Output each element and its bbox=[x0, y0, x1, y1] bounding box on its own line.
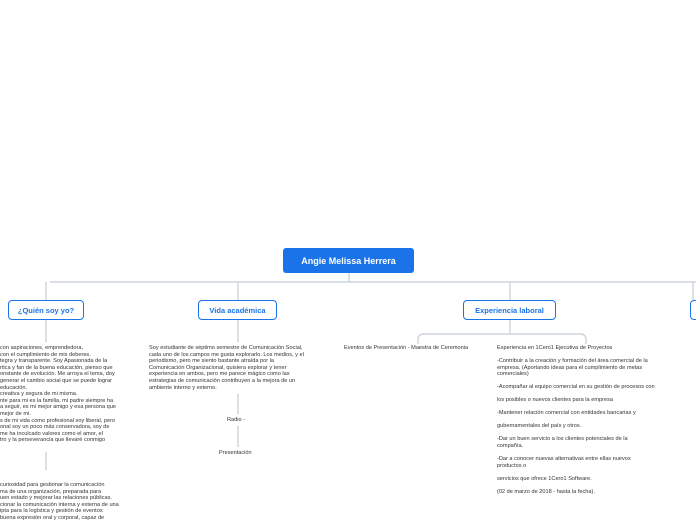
who-intro-text: con aspiraciones, emprendedora, con el cumplimiento de mis deberes. tegra y transparente. Soy Apasionada de la rtica y fan de la buena educación, pienso que onstante de evolución. Me arroya el tema, doy generar el cambio social que se puede lograr educación. creativa y segura de mi misma. nte para mi es la familia, mi padre siempre ha a seguir, es mi mejor amigo y esa persona que mejor de mi. s de mi vida como profesional soy liberal, pero onal soy un poco más conservadora, soy de me ha inculcado valores como el amor, el tro y la perseverancia que llevaré conmigo bbox=[0, 345, 116, 444]
work-item: los posibles o nuevos clientes para la empresa bbox=[497, 397, 613, 403]
root-node[interactable] bbox=[283, 248, 414, 273]
work-fork-connector bbox=[418, 334, 586, 344]
who-comms-text: curiosidad para gestionar la comunicación ma de una organización, preparada para uen estado y mejorar las relaciones públicas. cionar la comunicación interna y externa de una ipta para la logística y gestión de eventos buena expresión oral y corporal, capaz de bbox=[0, 482, 119, 520]
root-label: Angie Melissa Herrera bbox=[301, 255, 396, 266]
branch-who-am-i[interactable] bbox=[8, 300, 84, 320]
academic-intro-text: Soy estudiante de séptimo semestre de Comunicación Social, cada uno de los campos me gusta explorarlo. Los medios, y el periodismo, pero me siento bastante atraída por la Comunicación Organizacional, quisiera explorar y tener experiencia en ambos, pero me parece mágico como las estrategias de comunicación contribuyen a la mejora de un ambiente interno y externo. bbox=[149, 345, 304, 391]
work-events-text: Eventos de Presentación - Maestra de Ceremonia bbox=[344, 345, 469, 351]
work-item: -Contribuir a la creación y formación del área comercial de la empresa. (Aportando ideas para el cumplimiento de metas comerciales) bbox=[497, 358, 648, 378]
branch-work-label: Experiencia laboral bbox=[475, 305, 544, 315]
work-item: -Acompañar al equipo comercial en su gestión de procesos con bbox=[497, 384, 655, 390]
academic-presentation-text: Presentación bbox=[219, 450, 252, 456]
branch-work-experience[interactable] bbox=[463, 300, 556, 320]
branch-offscreen[interactable] bbox=[690, 300, 696, 320]
work-item: -Mantener relación comercial con entidades bancarias y bbox=[497, 410, 636, 416]
branch-academic-label: Vida académica bbox=[209, 305, 266, 315]
work-item: gubernamentales del país y otros. bbox=[497, 423, 582, 429]
academic-radio-text: Radio - bbox=[227, 417, 246, 423]
branch-who-label: ¿Quién soy yo? bbox=[17, 305, 75, 315]
work-item: (02 de marzo de 2018 - hasta la fecha). bbox=[497, 489, 595, 495]
branch-academic-life[interactable] bbox=[198, 300, 277, 320]
work-item: servicios que ofrece 1Cero1 Software. bbox=[497, 476, 592, 482]
work-experience-title: Experiencia en 1Cero1 Ejecutiva de Proyectos bbox=[497, 345, 613, 351]
work-item: -Dar un buen servicio a los clientes potenciales de la compañía. bbox=[497, 436, 628, 449]
work-item: -Dar a conocer nuevas alternativas entre ellas nuevos productos o bbox=[497, 456, 631, 469]
